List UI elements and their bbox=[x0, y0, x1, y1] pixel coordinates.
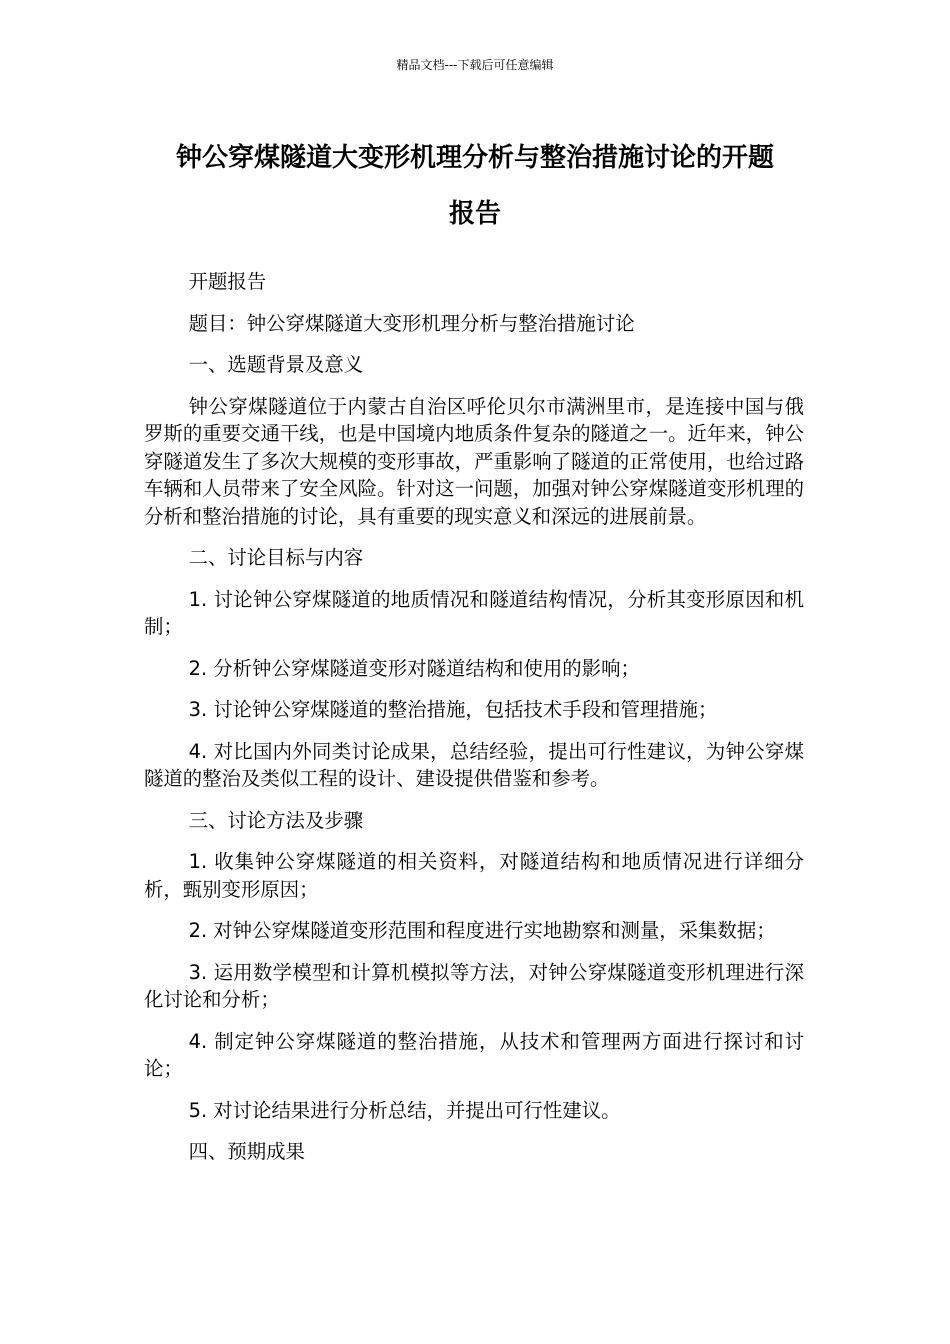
method-item: 2. 对钟公穿煤隧道变形范围和程度进行实地勘察和测量，采集数据； bbox=[188, 919, 776, 942]
title-line-2: 报告 bbox=[448, 199, 501, 229]
method-item: 3. 运用数学模型和计算机模拟等方法，对钟公穿煤隧道变形机理进行深化讨论和分析； bbox=[144, 960, 804, 1011]
method-item: 1. 收集钟公穿煤隧道的相关资料，对隧道结构和地质情况进行详细分析，甄别变形原因； bbox=[144, 850, 804, 901]
document-body bbox=[144, 268, 804, 1180]
section-heading-goals: 二、讨论目标与内容 bbox=[188, 546, 364, 569]
goal-item: 3. 讨论钟公穿煤隧道的整治措施，包括技术手段和管理措施； bbox=[188, 698, 718, 721]
method-item: 5. 对讨论结果进行分析总结，并提出可行性建议。 bbox=[188, 1098, 621, 1122]
goal-item: 4. 对比国内外同类讨论成果，总结经验，提出可行性建议，为钟公穿煤隧道的整治及类似工程的设计、建设提供借鉴和参考。 bbox=[144, 739, 804, 790]
method-item: 4. 制定钟公穿煤隧道的整治措施，从技术和管理两方面进行探讨和讨论； bbox=[144, 1029, 804, 1080]
report-topic: 题目：钟公穿煤隧道大变形机理分析与整治措施讨论 bbox=[188, 311, 635, 335]
report-label: 开题报告 bbox=[188, 270, 267, 293]
header-note: 精品文档---下载后可任意编辑 bbox=[396, 58, 554, 72]
goal-item: 1. 讨论钟公穿煤隧道的地质情况和隧道结构情况，分析其变形原因和机制； bbox=[144, 587, 804, 638]
goal-item: 2. 分析钟公穿煤隧道变形对隧道结构和使用的影响； bbox=[188, 656, 640, 680]
section-heading-methods: 三、讨论方法及步骤 bbox=[188, 808, 364, 832]
title-line-1: 钟公穿煤隧道大变形机理分析与整治措施讨论的开题 bbox=[175, 143, 774, 173]
section-heading-background: 一、选题背景及意义 bbox=[188, 353, 364, 376]
section-heading-outcomes: 四、预期成果 bbox=[188, 1140, 305, 1163]
document-title bbox=[120, 130, 830, 242]
background-paragraph: 钟公穿煤隧道位于内蒙古自治区呼伦贝尔市满洲里市，是连接中国与俄罗斯的重要交通干线，也是中国境内地质条件复杂的隧道之一。近年来，钟公穿隧道发生了多次大规模的变形事故，严重影响了隧道的正常使用，也给过路车辆和人员带来了安全风险。针对这一问题，加强对钟公穿煤隧道变形机理的分析和整治措施的讨论，具有重要的现实意义和深远的进展前景。 bbox=[144, 394, 804, 528]
